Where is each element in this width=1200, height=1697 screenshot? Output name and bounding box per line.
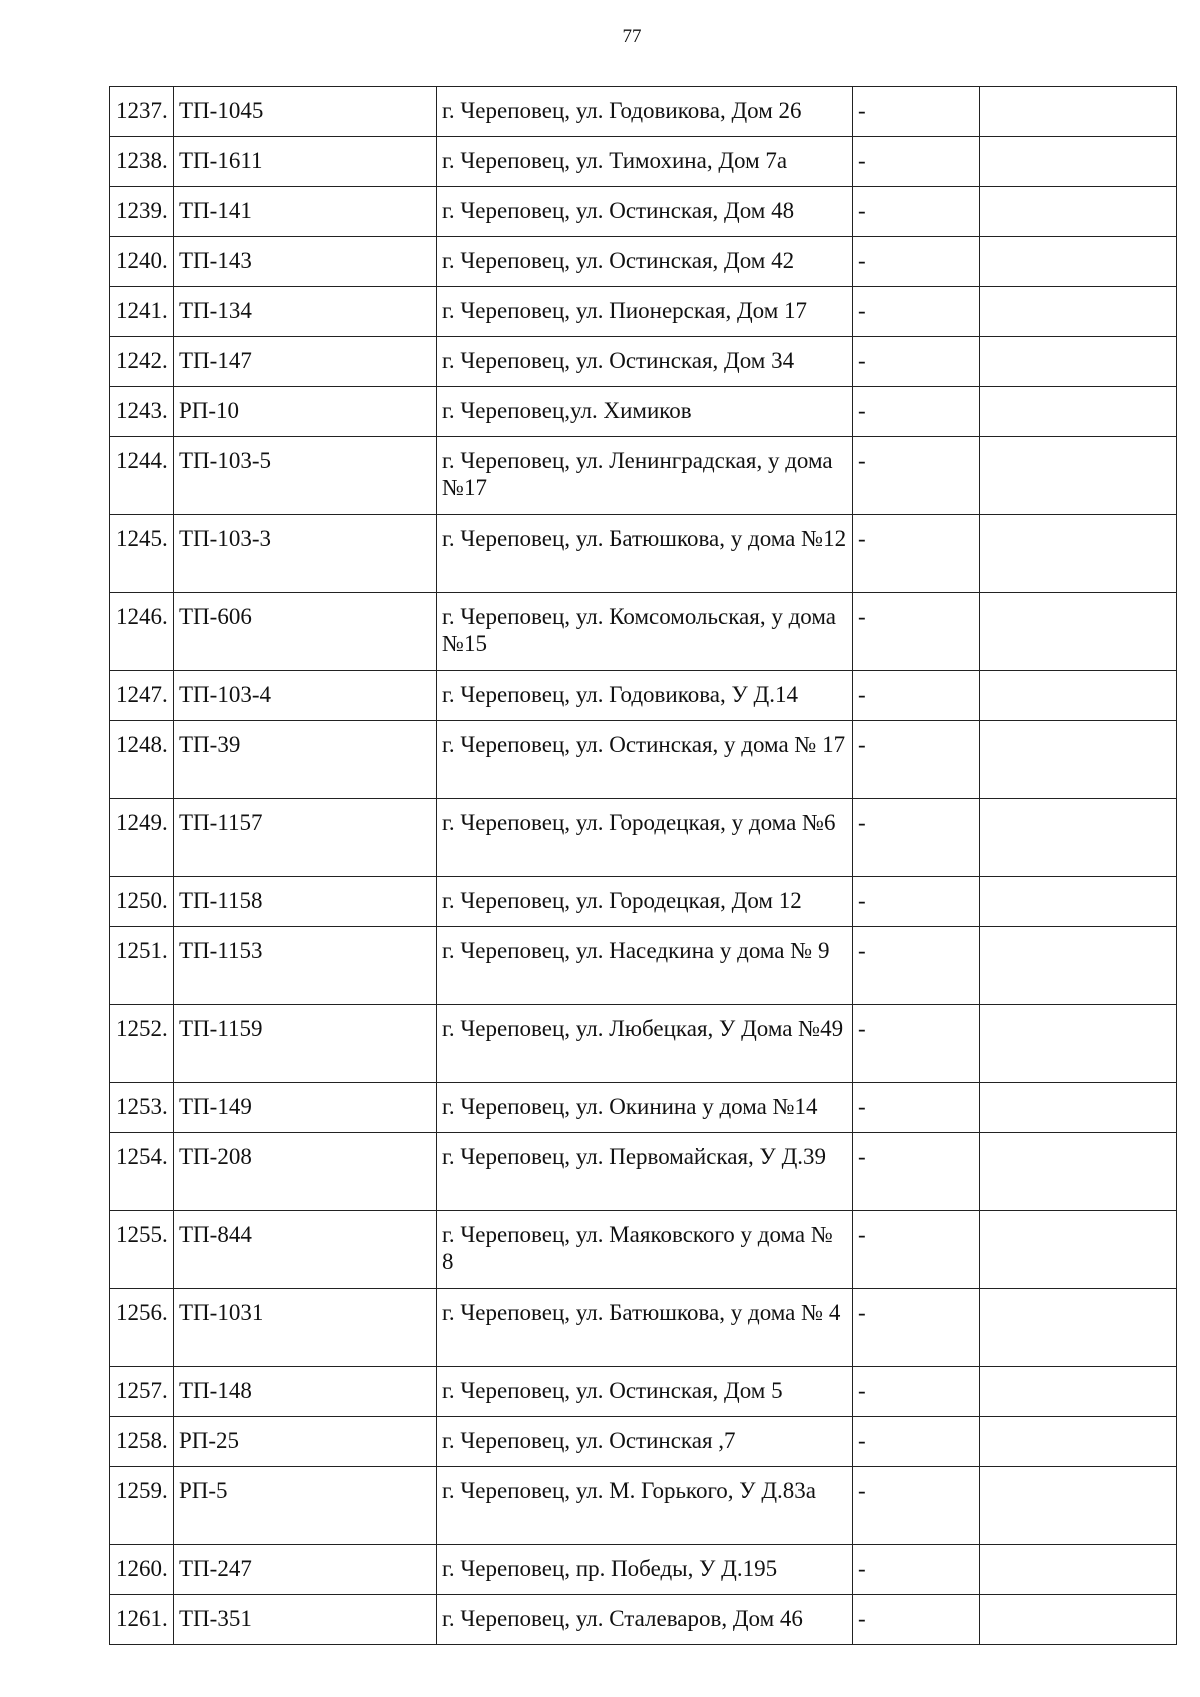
table-row [110,87,1177,137]
substation-code: ТП-247 [174,1545,437,1595]
table-row [110,387,1177,437]
empty-cell [980,671,1177,721]
value-cell: - [853,927,980,1005]
substation-code: ТП-606 [174,593,437,671]
row-number: 1245. [110,515,174,593]
address: г. Череповец, ул. Остинская, у дома № 17 [437,721,853,799]
substation-code: РП-5 [174,1467,437,1545]
value-cell: - [853,1595,980,1645]
value-cell: - [853,187,980,237]
value-cell: - [853,799,980,877]
row-number: 1249. [110,799,174,877]
address: г. Череповец, ул. Городецкая, Дом 12 [437,877,853,927]
address: г. Череповец, пр. Победы, У Д.195 [437,1545,853,1595]
row-number: 1238. [110,137,174,187]
substation-code: ТП-351 [174,1595,437,1645]
empty-cell [980,1211,1177,1289]
value-cell: - [853,1083,980,1133]
table-row [110,877,1177,927]
address: г. Череповец, ул. Остинская, Дом 48 [437,187,853,237]
table-row [110,1417,1177,1467]
address: г. Череповец, ул. Городецкая, у дома №6 [437,799,853,877]
row-number: 1240. [110,237,174,287]
table-row [110,1005,1177,1083]
empty-cell [980,87,1177,137]
row-number: 1237. [110,87,174,137]
value-cell: - [853,1005,980,1083]
substation-code: ТП-103-4 [174,671,437,721]
address: г. Череповец, ул. Комсомольская, у дома №15 [437,593,853,671]
address: г. Череповец, ул. Любецкая, У Дома №49 [437,1005,853,1083]
address: г. Череповец, ул. Остинская, Дом 5 [437,1367,853,1417]
row-number: 1261. [110,1595,174,1645]
empty-cell [980,1083,1177,1133]
table-row [110,187,1177,237]
value-cell: - [853,137,980,187]
table-row [110,927,1177,1005]
empty-cell [980,137,1177,187]
table-row [110,515,1177,593]
table-row [110,1545,1177,1595]
substation-code: ТП-141 [174,187,437,237]
empty-cell [980,1005,1177,1083]
value-cell: - [853,337,980,387]
empty-cell [980,799,1177,877]
value-cell: - [853,87,980,137]
value-cell: - [853,287,980,337]
row-number: 1244. [110,437,174,515]
table-row [110,593,1177,671]
empty-cell [980,237,1177,287]
address: г. Череповец, ул. Годовикова, У Д.14 [437,671,853,721]
substation-code: ТП-1045 [174,87,437,137]
table-row [110,137,1177,187]
substation-table [109,86,1177,1645]
empty-cell [980,593,1177,671]
substation-code: ТП-148 [174,1367,437,1417]
row-number: 1241. [110,287,174,337]
value-cell: - [853,237,980,287]
empty-cell [980,337,1177,387]
row-number: 1255. [110,1211,174,1289]
empty-cell [980,1595,1177,1645]
table-row [110,337,1177,387]
value-cell: - [853,593,980,671]
table-body [110,87,1177,1645]
value-cell: - [853,1545,980,1595]
empty-cell [980,1417,1177,1467]
address: г. Череповец, ул. Сталеваров, Дом 46 [437,1595,853,1645]
empty-cell [980,515,1177,593]
table-row [110,1467,1177,1545]
substation-code: ТП-844 [174,1211,437,1289]
empty-cell [980,721,1177,799]
substation-code: ТП-208 [174,1133,437,1211]
address: г. Череповец, ул. Годовикова, Дом 26 [437,87,853,137]
address: г. Череповец, ул. Пионерская, Дом 17 [437,287,853,337]
table-row [110,1083,1177,1133]
empty-cell [980,1545,1177,1595]
table-row [110,671,1177,721]
table-row [110,1211,1177,1289]
row-number: 1253. [110,1083,174,1133]
empty-cell [980,1467,1177,1545]
row-number: 1251. [110,927,174,1005]
substation-code: ТП-1031 [174,1289,437,1367]
table-row [110,1367,1177,1417]
row-number: 1239. [110,187,174,237]
empty-cell [980,927,1177,1005]
table-row [110,237,1177,287]
row-number: 1252. [110,1005,174,1083]
address: г. Череповец, ул. Маяковского у дома № 8 [437,1211,853,1289]
address: г. Череповец, ул. Ленинградская, у дома №17 [437,437,853,515]
address: г. Череповец, ул. Окинина у дома №14 [437,1083,853,1133]
substation-code: ТП-134 [174,287,437,337]
value-cell: - [853,437,980,515]
address: г. Череповец, ул. Батюшкова, у дома № 4 [437,1289,853,1367]
substation-code: РП-10 [174,387,437,437]
address: г. Череповец, ул. Остинская ,7 [437,1417,853,1467]
empty-cell [980,1133,1177,1211]
address: г. Череповец, ул. Тимохина, Дом 7а [437,137,853,187]
substation-code: ТП-103-3 [174,515,437,593]
address: г. Череповец, ул. М. Горького, У Д.83а [437,1467,853,1545]
address: г. Череповец, ул. Остинская, Дом 34 [437,337,853,387]
empty-cell [980,1289,1177,1367]
row-number: 1254. [110,1133,174,1211]
value-cell: - [853,1289,980,1367]
substation-code: ТП-149 [174,1083,437,1133]
address: г. Череповец, ул. Первомайская, У Д.39 [437,1133,853,1211]
substation-code: ТП-143 [174,237,437,287]
row-number: 1246. [110,593,174,671]
empty-cell [980,437,1177,515]
row-number: 1247. [110,671,174,721]
address: г. Череповец, ул. Остинская, Дом 42 [437,237,853,287]
value-cell: - [853,671,980,721]
substation-code: ТП-1153 [174,927,437,1005]
row-number: 1258. [110,1417,174,1467]
substation-code: ТП-147 [174,337,437,387]
empty-cell [980,287,1177,337]
empty-cell [980,387,1177,437]
row-number: 1256. [110,1289,174,1367]
value-cell: - [853,387,980,437]
empty-cell [980,187,1177,237]
substation-code: ТП-1157 [174,799,437,877]
substation-code: ТП-1611 [174,137,437,187]
value-cell: - [853,1367,980,1417]
row-number: 1250. [110,877,174,927]
value-cell: - [853,721,980,799]
table-row [110,799,1177,877]
row-number: 1259. [110,1467,174,1545]
value-cell: - [853,515,980,593]
row-number: 1242. [110,337,174,387]
table-row [110,1133,1177,1211]
value-cell: - [853,1211,980,1289]
table-row [110,1595,1177,1645]
substation-code: ТП-1158 [174,877,437,927]
page-number: 77 [622,26,642,47]
empty-cell [980,1367,1177,1417]
row-number: 1257. [110,1367,174,1417]
value-cell: - [853,877,980,927]
row-number: 1243. [110,387,174,437]
row-number: 1260. [110,1545,174,1595]
address: г. Череповец, ул. Наседкина у дома № 9 [437,927,853,1005]
address: г. Череповец, ул. Батюшкова, у дома №12 [437,515,853,593]
empty-cell [980,877,1177,927]
table-row [110,437,1177,515]
row-number: 1248. [110,721,174,799]
substation-code: ТП-1159 [174,1005,437,1083]
substation-code: ТП-103-5 [174,437,437,515]
value-cell: - [853,1133,980,1211]
table-row [110,287,1177,337]
value-cell: - [853,1467,980,1545]
table-row [110,721,1177,799]
address: г. Череповец,ул. Химиков [437,387,853,437]
substation-code: РП-25 [174,1417,437,1467]
substation-code: ТП-39 [174,721,437,799]
value-cell: - [853,1417,980,1467]
table-row [110,1289,1177,1367]
